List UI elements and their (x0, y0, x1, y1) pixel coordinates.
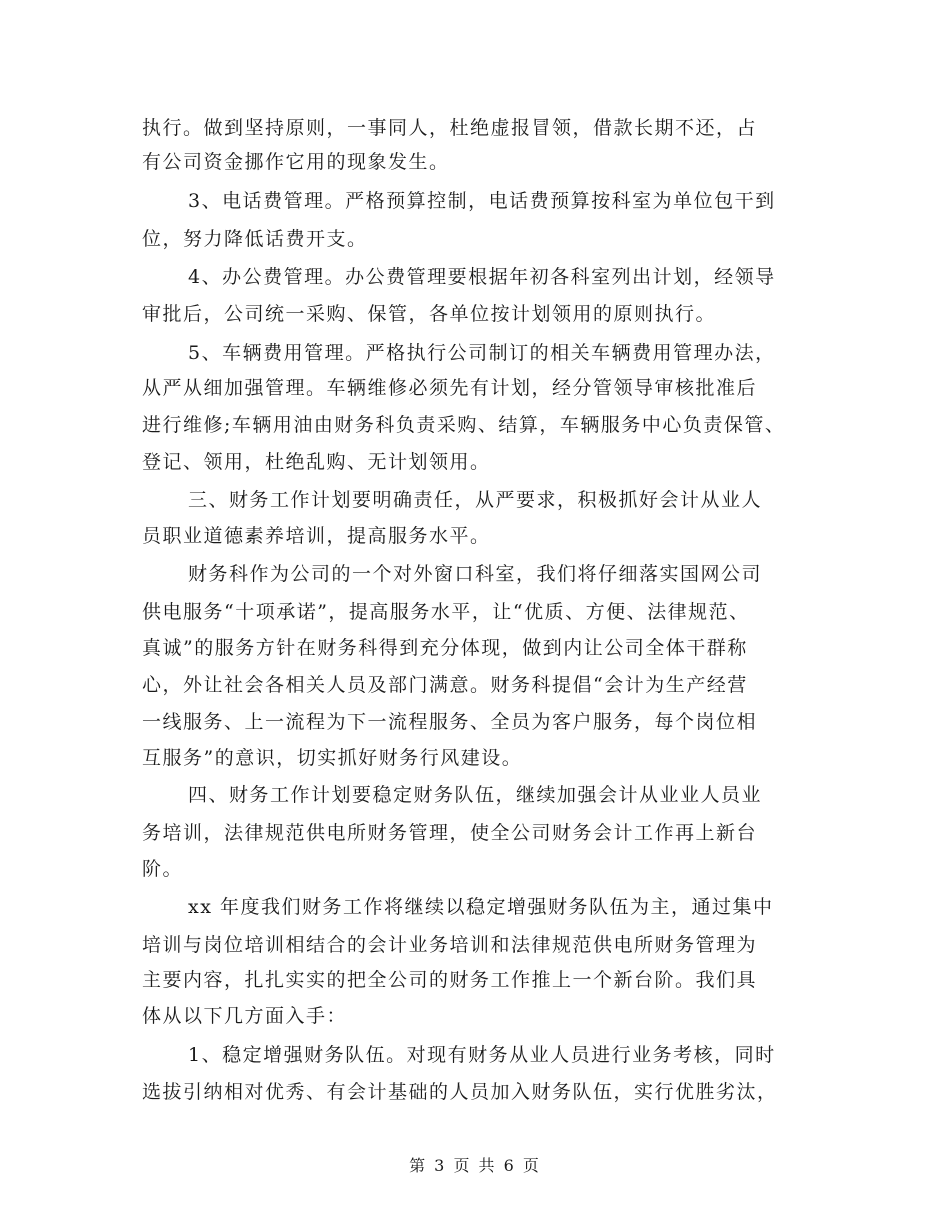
text-line: 四、财务工作计划要稳定财务队伍，继续加强会计从业业人员业 (188, 784, 763, 806)
text-line: 执行。做到坚持原则，一事同人，杜绝虚报冒领，借款长期不还，占 (142, 117, 758, 139)
text-line: 1、稳定增强财务队伍。对现有财务从业人员进行业务考核，同时 (188, 1044, 776, 1066)
text-line: 主要内容，扎扎实实的把全公司的财务工作推上一个新台阶。我们具 (142, 969, 758, 991)
text-line: xx 年度我们财务工作将继续以稳定增强财务队伍为主，通过集中 (188, 896, 774, 918)
text-line: 心，外让社会各相关人员及部门满意。财务科提倡“会计为生产经营 (142, 674, 748, 696)
text-line: 审批后，公司统一采购、保管，各单位按计划领用的原则执行。 (142, 303, 717, 325)
text-line: 3、电话费管理。严格预算控制，电话费预算按科室为单位包干到 (188, 190, 776, 212)
text-line: 三、财务工作计划要明确责任，从严要求，积极抓好会计从业人 (188, 489, 763, 511)
text-line: 培训与岗位培训相结合的会计业务培训和法律规范供电所财务管理为 (142, 934, 758, 956)
text-line: 真诚”的服务方针在财务科得到充分体现，做到内让公司全体干群称 (142, 637, 748, 659)
text-line: 互服务”的意识，切实抓好财务行风建设。 (142, 747, 523, 769)
text-line: 4、办公费管理。办公费管理要根据年初各科室列出计划，经领导 (188, 266, 776, 288)
text-line: 财务科作为公司的一个对外窗口科室，我们将仔细落实国网公司 (188, 563, 763, 585)
text-line: 有公司资金挪作它用的现象发生。 (142, 151, 450, 173)
text-line: 从严从细加强管理。车辆维修必须先有计划，经分管领导审核批准后 (142, 377, 758, 399)
page-number-footer: 第 3 页 共 6 页 (409, 1156, 541, 1175)
text-line: 阶。 (142, 858, 184, 880)
text-line: 登记、领用，杜绝乱购、无计划领用。 (142, 451, 491, 473)
text-line: 选拔引纳相对优秀、有会计基础的人员加入财务队伍，实行优胜劣汰， (142, 1081, 778, 1103)
text-line: 供电服务“十项承诺”，提高服务水平，让“优质、方便、法律规范、 (142, 601, 750, 623)
text-line: 务培训，法律规范供电所财务管理，使全公司财务会计工作再上新台 (142, 822, 758, 844)
text-line: 体从以下几方面入手： (142, 1005, 348, 1027)
text-line: 一线服务、上一流程为下一流程服务、全员为客户服务，每个岗位相 (142, 711, 758, 733)
text-line: 5、车辆费用管理。严格执行公司制订的相关车辆费用管理办法， (188, 342, 776, 364)
text-line: 员职业道德素养培训，提高服务水平。 (142, 525, 491, 547)
text-line: 进行维修;车辆用油由财务科负责采购、结算，车辆服务中心负责保管、 (142, 414, 786, 436)
text-line: 位，努力降低话费开支。 (142, 228, 368, 250)
